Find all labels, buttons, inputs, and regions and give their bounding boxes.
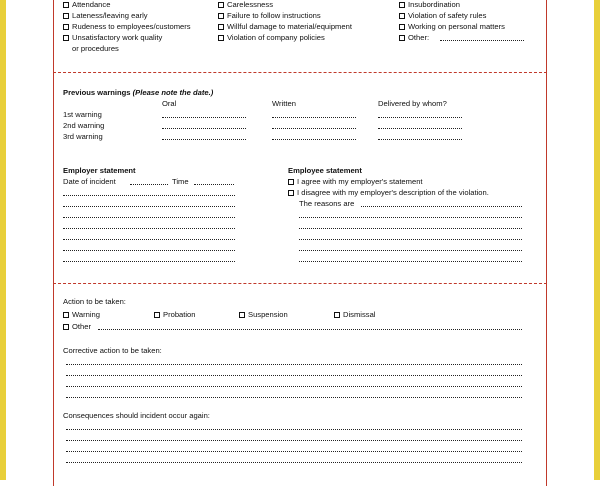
consequences-line[interactable] bbox=[66, 429, 522, 430]
corrective-action-line[interactable] bbox=[66, 364, 522, 365]
warning-row-label: 2nd warning bbox=[63, 121, 105, 130]
consequences-line[interactable] bbox=[66, 462, 522, 463]
employer-time-label: Time bbox=[172, 177, 189, 186]
employer-statement-title: Employer statement bbox=[63, 166, 136, 175]
checkbox[interactable] bbox=[154, 312, 160, 318]
checkbox[interactable] bbox=[288, 179, 294, 185]
warning-2-written-field[interactable] bbox=[272, 128, 356, 129]
action-other-field[interactable] bbox=[98, 329, 522, 330]
employer-statement-line[interactable] bbox=[63, 228, 235, 229]
employee-statement-title: Employee statement bbox=[288, 166, 362, 175]
corrective-action-line[interactable] bbox=[66, 397, 522, 398]
reason-failure-instructions[interactable]: Failure to follow instructions bbox=[218, 11, 321, 20]
employee-reasons-field[interactable] bbox=[361, 206, 522, 207]
employee-statement-line[interactable] bbox=[299, 261, 522, 262]
warning-2-delivered-field[interactable] bbox=[378, 128, 462, 129]
checkbox[interactable] bbox=[63, 35, 69, 41]
checkbox[interactable] bbox=[218, 2, 224, 8]
employee-disagree-option[interactable]: I disagree with my employer's description of the violation. bbox=[288, 188, 489, 197]
warning-3-oral-field[interactable] bbox=[162, 139, 246, 140]
action-dismissal[interactable]: Dismissal bbox=[334, 310, 376, 319]
warning-row-label: 3rd warning bbox=[63, 132, 103, 141]
warnings-title: Previous warnings (Please note the date.) bbox=[63, 88, 214, 97]
action-other[interactable]: Other bbox=[63, 322, 91, 331]
checkbox[interactable] bbox=[288, 190, 294, 196]
reason-work-quality-cont: or procedures bbox=[72, 44, 119, 53]
employer-statement-line[interactable] bbox=[63, 217, 235, 218]
checkbox[interactable] bbox=[218, 24, 224, 30]
employee-statement-line[interactable] bbox=[299, 228, 522, 229]
checkbox[interactable] bbox=[399, 2, 405, 8]
reason-insubordination[interactable]: Insubordination bbox=[399, 0, 460, 9]
checkbox[interactable] bbox=[218, 13, 224, 19]
action-title: Action to be taken: bbox=[63, 297, 126, 306]
reason-work-quality[interactable]: Unsatisfactory work quality bbox=[63, 33, 162, 42]
warnings-col-delivered: Delivered by whom? bbox=[378, 99, 447, 108]
warning-2-oral-field[interactable] bbox=[162, 128, 246, 129]
checkbox[interactable] bbox=[334, 312, 340, 318]
checkbox[interactable] bbox=[239, 312, 245, 318]
employer-statement-line[interactable] bbox=[63, 250, 235, 251]
employee-statement-line[interactable] bbox=[299, 239, 522, 240]
employer-date-label: Date of incident bbox=[63, 177, 116, 186]
action-warning[interactable]: Warning bbox=[63, 310, 100, 319]
corrective-action-line[interactable] bbox=[66, 386, 522, 387]
employee-reasons-label: The reasons are bbox=[299, 199, 355, 208]
employer-statement-line[interactable] bbox=[63, 195, 235, 196]
reason-policy-violation[interactable]: Violation of company policies bbox=[218, 33, 325, 42]
warning-1-written-field[interactable] bbox=[272, 117, 356, 118]
checkbox[interactable] bbox=[218, 35, 224, 41]
warning-3-written-field[interactable] bbox=[272, 139, 356, 140]
checkbox[interactable] bbox=[399, 35, 405, 41]
employer-date-field[interactable] bbox=[130, 184, 168, 185]
warning-1-oral-field[interactable] bbox=[162, 117, 246, 118]
reason-rudeness[interactable]: Rudeness to employees/customers bbox=[63, 22, 191, 31]
reason-personal-matters[interactable]: Working on personal matters bbox=[399, 22, 505, 31]
employee-agree-option[interactable]: I agree with my employer's statement bbox=[288, 177, 423, 186]
action-probation[interactable]: Probation bbox=[154, 310, 196, 319]
warning-1-delivered-field[interactable] bbox=[378, 117, 462, 118]
employee-statement-line[interactable] bbox=[299, 217, 522, 218]
checkbox[interactable] bbox=[63, 324, 69, 330]
employer-statement-line[interactable] bbox=[63, 206, 235, 207]
warning-row-label: 1st warning bbox=[63, 110, 102, 119]
reason-willful-damage[interactable]: Willful damage to material/equipment bbox=[218, 22, 352, 31]
checkbox[interactable] bbox=[63, 2, 69, 8]
reason-safety-rules[interactable]: Violation of safety rules bbox=[399, 11, 486, 20]
corrective-action-line[interactable] bbox=[66, 375, 522, 376]
corrective-action-label: Corrective action to be taken: bbox=[63, 346, 162, 355]
reason-attendance[interactable]: Attendance bbox=[63, 0, 110, 9]
checkbox[interactable] bbox=[63, 312, 69, 318]
employer-statement-line[interactable] bbox=[63, 239, 235, 240]
reason-carelessness[interactable]: Carelessness bbox=[218, 0, 273, 9]
warnings-col-written: Written bbox=[272, 99, 296, 108]
reason-lateness[interactable]: Lateness/leaving early bbox=[63, 11, 148, 20]
reason-other-line[interactable] bbox=[440, 40, 524, 41]
consequences-line[interactable] bbox=[66, 440, 522, 441]
consequences-label: Consequences should incident occur again: bbox=[63, 411, 210, 420]
checkbox[interactable] bbox=[399, 13, 405, 19]
section-divider bbox=[53, 72, 547, 73]
employee-statement-line[interactable] bbox=[299, 250, 522, 251]
checkbox[interactable] bbox=[63, 24, 69, 30]
reason-other[interactable]: Other: bbox=[399, 33, 429, 42]
employer-time-field[interactable] bbox=[194, 184, 234, 185]
consequences-line[interactable] bbox=[66, 451, 522, 452]
checkbox[interactable] bbox=[63, 13, 69, 19]
action-suspension[interactable]: Suspension bbox=[239, 310, 288, 319]
checkbox[interactable] bbox=[399, 24, 405, 30]
section-divider bbox=[53, 283, 547, 284]
employer-statement-line[interactable] bbox=[63, 261, 235, 262]
warnings-col-oral: Oral bbox=[162, 99, 177, 108]
warning-3-delivered-field[interactable] bbox=[378, 139, 462, 140]
